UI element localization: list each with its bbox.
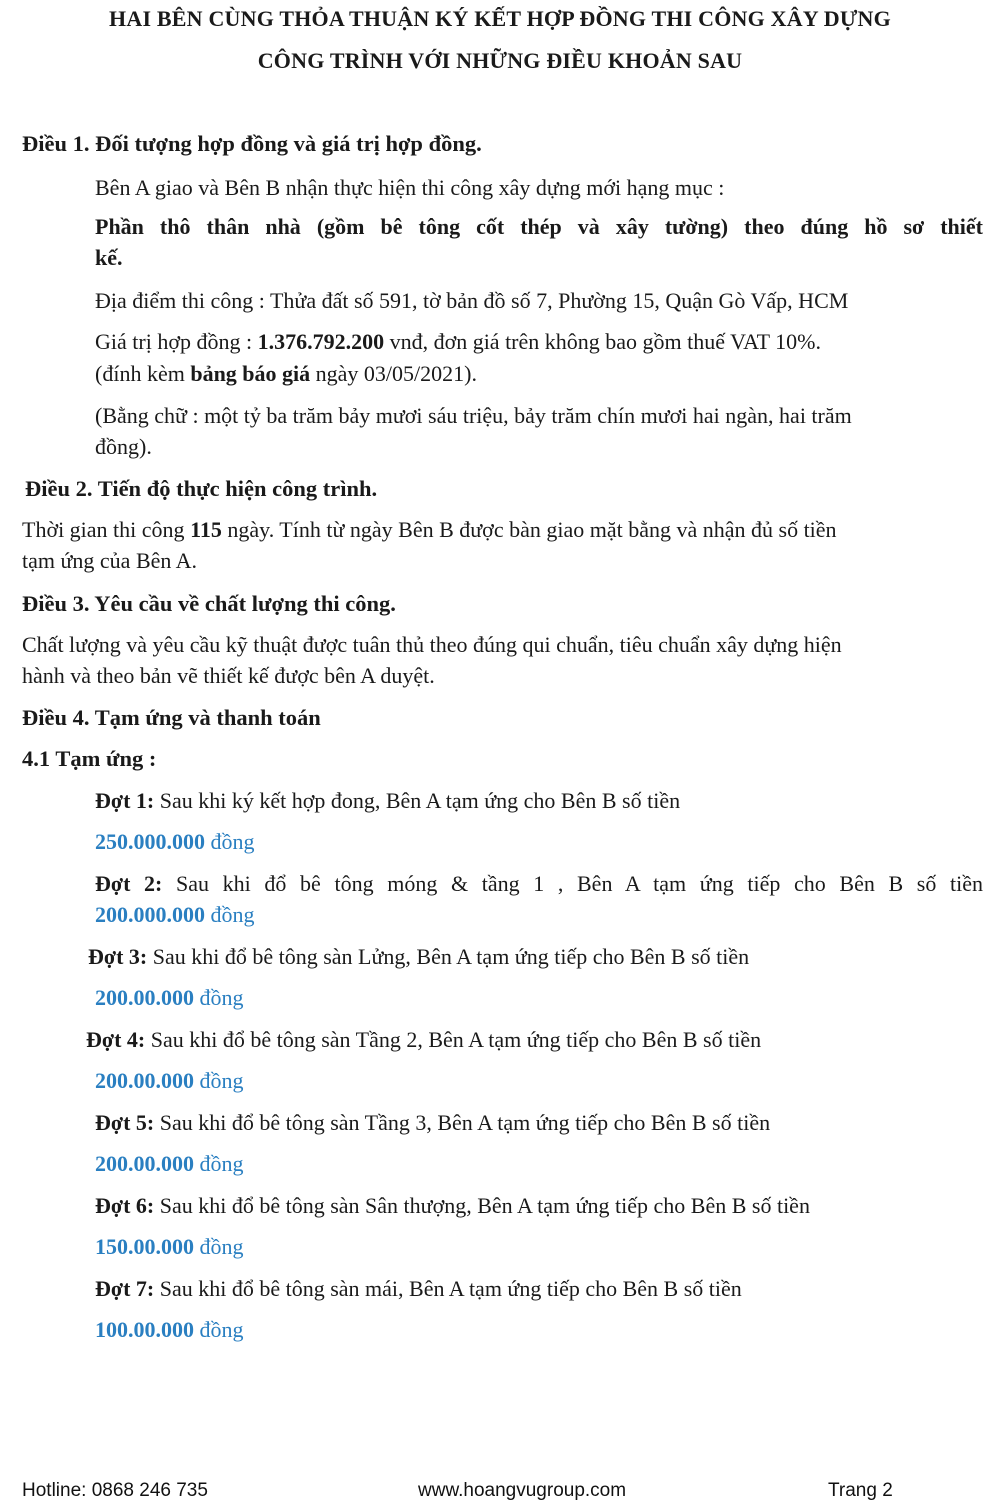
installment-7-amount-line bbox=[95, 1317, 244, 1343]
installment-1-amount-line bbox=[95, 829, 255, 855]
installment-5-amount: 200.00.000 bbox=[95, 1151, 194, 1176]
installment-5-description bbox=[95, 1110, 770, 1136]
installment-3-amount: 200.00.000 bbox=[95, 985, 194, 1010]
installment-6-amount-line bbox=[95, 1234, 244, 1260]
installment-1-unit: đồng bbox=[205, 829, 255, 854]
article-2-line-2: tạm ứng của Bên A. bbox=[22, 548, 198, 573]
installment-3-amount-line bbox=[95, 985, 244, 1011]
installment-7-amount: 100.00.000 bbox=[95, 1317, 194, 1342]
installment-3-description bbox=[88, 944, 749, 970]
installment-2-description bbox=[95, 871, 983, 897]
article-3-line-2: hành và theo bản vẽ thiết kế được bên A duyệt. bbox=[22, 663, 435, 688]
duration-days: 115 bbox=[190, 517, 222, 542]
installment-3-text: Sau khi đổ bê tông sàn Lửng, Bên A tạm ứng tiếp cho Bên B số tiền bbox=[147, 944, 750, 969]
article-2-line-1 bbox=[22, 517, 837, 543]
article-3-line-1: Chất lượng và yêu cầu kỹ thuật được tuân thủ theo đúng qui chuẩn, tiêu chuẩn xây dựng hiện bbox=[22, 632, 842, 657]
article-1-amount-in-words-line-2: đồng). bbox=[95, 434, 152, 459]
installment-5-label: Đợt 5: bbox=[95, 1110, 155, 1135]
attachment-suffix: ngày 03/05/2021). bbox=[310, 361, 477, 386]
footer-hotline: Hotline: 0868 246 735 bbox=[22, 1480, 208, 1501]
installment-6-text: Sau khi đổ bê tông sàn Sân thượng, Bên A tạm ứng tiếp cho Bên B số tiền bbox=[154, 1193, 810, 1218]
installment-6-unit: đồng bbox=[194, 1234, 244, 1259]
installment-6-description bbox=[95, 1193, 810, 1219]
installment-7-unit: đồng bbox=[194, 1317, 244, 1342]
attachment-quote-label: bảng báo giá bbox=[190, 361, 311, 386]
installment-2-label: Đợt 2: bbox=[95, 871, 163, 896]
document-title-line-2: CÔNG TRÌNH VỚI NHỮNG ĐIỀU KHOẢN SAU bbox=[257, 48, 743, 73]
installment-5-text: Sau khi đổ bê tông sàn Tầng 3, Bên A tạm ứng tiếp cho Bên B số tiền bbox=[154, 1110, 771, 1135]
installment-5-amount-line bbox=[95, 1151, 244, 1177]
article-1-scope-line-2: kế. bbox=[95, 245, 123, 270]
article-1-contract-value bbox=[95, 329, 821, 355]
article-1-amount-in-words-line-1: (Bằng chữ : một tỷ ba trăm bảy mươi sáu triệu, bảy trăm chín mươi hai ngàn, hai trăm bbox=[95, 403, 852, 428]
installment-1-text: Sau khi ký kết hợp đong, Bên A tạm ứng cho Bên B số tiền bbox=[154, 788, 681, 813]
article-1-location: Địa điểm thi công : Thửa đất số 591, tờ bản đồ số 7, Phường 15, Quận Gò Vấp, HCM bbox=[95, 288, 849, 313]
footer-website[interactable]: www.hoangvugroup.com bbox=[418, 1480, 627, 1501]
installment-7-text: Sau khi đổ bê tông sàn mái, Bên A tạm ứng tiếp cho Bên B số tiền bbox=[154, 1276, 742, 1301]
installment-1-description bbox=[95, 788, 680, 814]
installment-4-label: Đợt 4: bbox=[86, 1027, 146, 1052]
article-1-scope-line-1: Phần thô thân nhà (gồm bê tông cốt thép và xây tường) theo đúng hồ sơ thiết bbox=[95, 214, 983, 239]
installment-4-unit: đồng bbox=[194, 1068, 244, 1093]
article-3-heading: Điều 3. Yêu cầu về chất lượng thi công. bbox=[22, 591, 396, 616]
installment-4-description bbox=[86, 1027, 761, 1053]
installment-7-description bbox=[95, 1276, 742, 1302]
footer-page-number: Trang 2 bbox=[828, 1480, 893, 1501]
installment-6-label: Đợt 6: bbox=[95, 1193, 155, 1218]
installment-3-label: Đợt 3: bbox=[88, 944, 148, 969]
duration-suffix: ngày. Tính từ ngày Bên B được bàn giao mặt bằng và nhận đủ số tiền bbox=[221, 517, 837, 542]
article-1-intro: Bên A giao và Bên B nhận thực hiện thi công xây dựng mới hạng mục : bbox=[95, 175, 725, 200]
contract-value-amount: 1.376.792.200 bbox=[257, 329, 385, 354]
installment-1-label: Đợt 1: bbox=[95, 788, 155, 813]
installment-5-unit: đồng bbox=[194, 1151, 244, 1176]
article-2-heading: Điều 2. Tiến độ thực hiện công trình. bbox=[25, 476, 378, 501]
article-4-1-heading: 4.1 Tạm ứng : bbox=[22, 746, 157, 771]
installment-7-label: Đợt 7: bbox=[95, 1276, 155, 1301]
duration-prefix: Thời gian thi công bbox=[22, 517, 191, 542]
article-1-attachment bbox=[95, 361, 477, 387]
article-1-heading: Điều 1. Đối tượng hợp đồng và giá trị hợp đồng. bbox=[22, 131, 482, 156]
installment-1-amount: 250.000.000 bbox=[95, 829, 205, 854]
installment-4-amount: 200.00.000 bbox=[95, 1068, 194, 1093]
document-title-line-1: HAI BÊN CÙNG THỎA THUẬN KÝ KẾT HỢP ĐỒNG THI CÔNG XÂY DỰNG bbox=[109, 6, 891, 31]
installment-2-amount: 200.000.000 bbox=[95, 902, 205, 927]
installment-2-unit: đồng bbox=[205, 902, 255, 927]
contract-value-prefix: Giá trị hợp đồng : bbox=[95, 329, 258, 354]
installment-4-amount-line bbox=[95, 1068, 244, 1094]
installment-2-text: Sau khi đổ bê tông móng & tầng 1 , Bên A tạm ứng tiếp cho Bên B số tiền bbox=[162, 871, 983, 896]
installment-6-amount: 150.00.000 bbox=[95, 1234, 194, 1259]
contract-value-suffix: vnđ, đơn giá trên không bao gồm thuế VAT 10%. bbox=[384, 329, 822, 354]
installment-3-unit: đồng bbox=[194, 985, 244, 1010]
attachment-prefix: (đính kèm bbox=[95, 361, 191, 386]
installment-2-amount-line bbox=[95, 902, 255, 928]
installment-4-text: Sau khi đổ bê tông sàn Tầng 2, Bên A tạm ứng tiếp cho Bên B số tiền bbox=[145, 1027, 762, 1052]
article-4-heading: Điều 4. Tạm ứng và thanh toán bbox=[22, 705, 321, 730]
